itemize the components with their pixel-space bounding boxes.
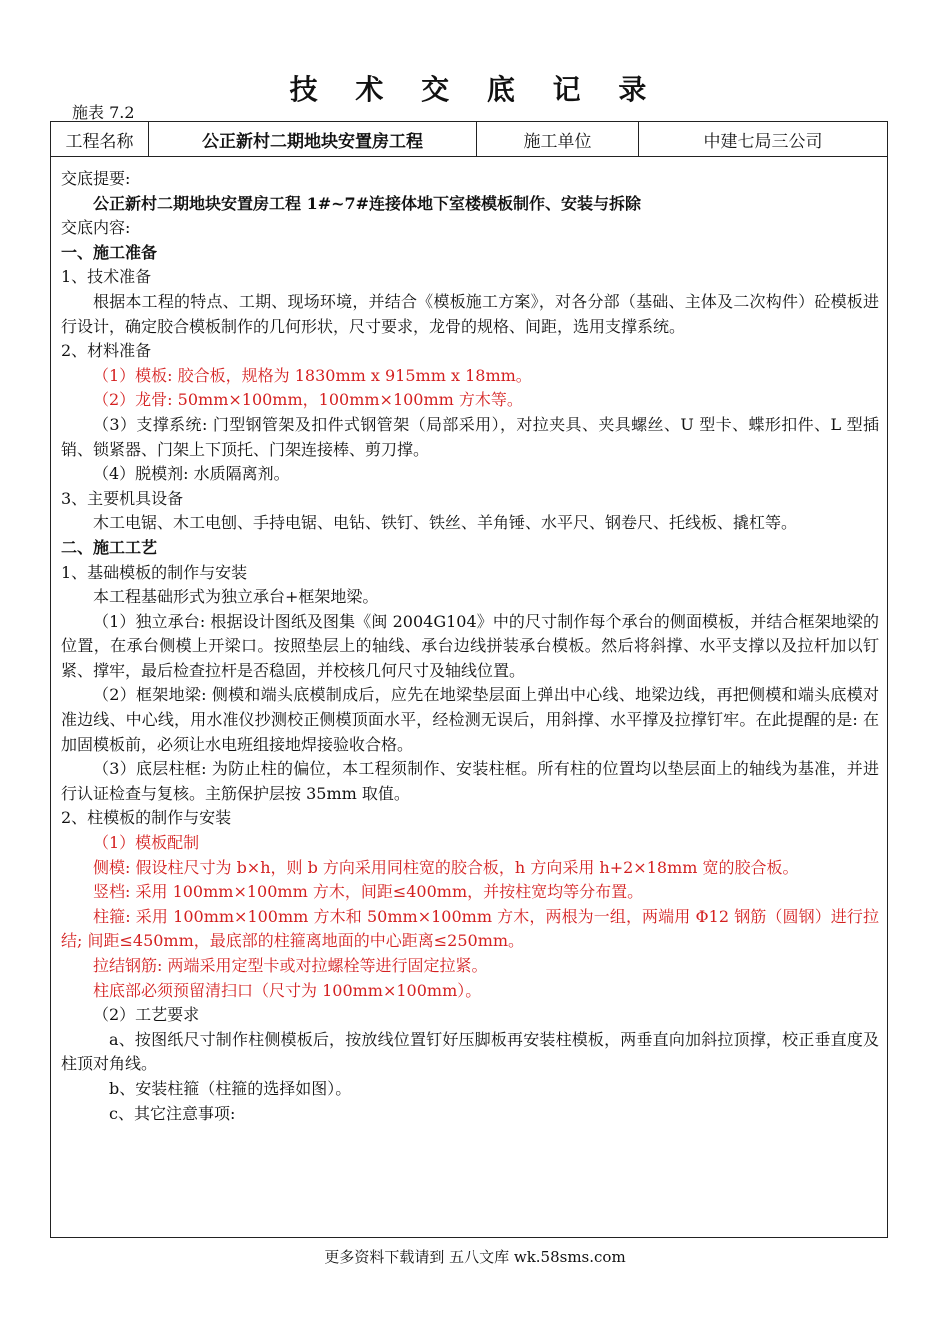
summary-text: 公正新村二期地块安置房工程 1#~7#连接体地下室楼模板制作、安装与拆除 — [93, 193, 642, 213]
equipment-text: 木工电锯、木工电刨、手持电锯、电钻、铁钉、铁丝、羊角锤、水平尺、钢卷尺、托线板、撬杠等。 — [93, 513, 798, 533]
process-req-a: a、按图纸尺寸制作柱侧模板后，按放线位置钉好压脚板再安装柱模板，两垂直向加斜拉顶撑，校正垂直度及柱顶对角线。 — [61, 1029, 879, 1074]
process-req-title: （2）工艺要求 — [93, 1005, 200, 1025]
foundation-title: 1、基础模板的制作与安装 — [61, 562, 248, 582]
form-number: 施表 7.2 — [72, 103, 135, 122]
section1-title: 一、施工准备 — [61, 242, 158, 262]
project-name-value: 公正新村二期地块安置房工程 — [149, 122, 477, 156]
foundation-intro: 本工程基础形式为独立承台+框架地梁。 — [93, 587, 379, 607]
side-form-text: 侧模: 假设柱尺寸为 b×h，则 b 方向采用同柱宽的胶合板，h 方向采用 h+2×18mm 宽的胶合板。 — [93, 857, 799, 877]
footer-note: 更多资料下载请到 五八文库 wk.58sms.com — [324, 1248, 626, 1266]
content-label: 交底内容: — [61, 218, 131, 238]
equipment-title: 3、主要机具设备 — [61, 488, 184, 508]
ground-beam-text: （2）框架地梁: 侧模和端头底模制成后，应先在地梁垫层面上弹出中心线、地梁边线，再把侧模和端头底模对准边线、中心线，用水准仪抄测校正侧模顶面水平，经检测无误后，用斜撑、水平撑及拉撑钉牢。在此提醒的是: 在加固模板前，必须让水电班组接地焊接验收合格。 — [61, 685, 879, 754]
column-hoop-text: 柱箍: 采用 100mm×100mm 方木和 50mm×100mm 方木，两根为一组，两端用 Φ12 钢筋（圆钢）进行拉结; 间距≤450mm，最底部的柱箍离地面的中心距离≤250mm。 — [61, 906, 879, 951]
cleanout-text: 柱底部必须预留清扫口（尺寸为 100mm×100mm）。 — [93, 980, 482, 1000]
material-keel: （2）龙骨: 50mm×100mm，100mm×100mm 方木等。 — [93, 390, 523, 410]
header-row — [51, 122, 887, 157]
project-name-label: 工程名称 — [51, 122, 149, 156]
column-formwork-title: 2、柱模板的制作与安装 — [61, 808, 232, 828]
construction-unit-label: 施工单位 — [477, 122, 639, 156]
section2-title: 二、施工工艺 — [61, 537, 158, 557]
form-body — [51, 157, 887, 1126]
pile-cap-text: （1）独立承台: 根据设计图纸及图集《闽 2004G104》中的尺寸制作每个承台的侧面模板，并结合框架地梁的位置，在承台侧模上开梁口。按照垫层上的轴线、承台边线拼装承台模板。然后将斜撑、水平支撑以及拉杆加以钉紧、撑牢，最后检查拉杆是否稳固，并校核几何尺寸及轴线位置。 — [61, 611, 879, 680]
column-frame-text: （3）底层柱框: 为防止柱的偏位，本工程须制作、安装柱框。所有柱的位置均以垫层面上的轴线为基准，并进行认证检查与复核。主筋保护层按 35mm 取值。 — [61, 759, 879, 803]
process-req-c: c、其它注意事项: — [109, 1103, 236, 1123]
tie-bar-text: 拉结钢筋: 两端采用定型卡或对拉螺栓等进行固定拉紧。 — [93, 956, 488, 975]
summary-label: 交底提要: — [61, 169, 131, 188]
tech-prep-text: 根据本工程的特点、工期、现场环境，并结合《模板施工方案》，对各分部（基础、主体及二次构件）砼模板进行设计，确定胶合模板制作的几何形状，尺寸要求，龙骨的规格、间距，选用支撑系统。 — [61, 291, 879, 336]
tech-prep-title: 1、技术准备 — [61, 267, 152, 287]
process-req-b: b、安装柱箍（柱箍的选择如图）。 — [109, 1078, 352, 1098]
formwork-config-title: （1）模板配制 — [93, 833, 200, 853]
construction-unit-value: 中建七局三公司 — [703, 131, 823, 152]
material-release-agent: （4）脱模剂: 水质隔离剂。 — [93, 464, 290, 484]
page-title: 技 术 交 底 记 录 — [289, 73, 661, 106]
material-prep-title: 2、材料准备 — [61, 341, 152, 361]
material-support: （3）支撑系统: 门型钢管架及扣件式钢管架（局部采用），对拉夹具、夹具螺丝、U 型卡、蝶形扣件、L 型插销、锁紧器、门架上下顶托、门架连接棒、剪刀撑。 — [61, 414, 879, 459]
disclosure-form — [50, 121, 888, 1238]
vertical-batten-text: 竖档: 采用 100mm×100mm 方木，间距≤400mm，并按柱宽均等分布置。 — [93, 882, 644, 902]
material-formwork: （1）模板: 胶合板，规格为 1830mm x 915mm x 18mm。 — [93, 365, 532, 385]
